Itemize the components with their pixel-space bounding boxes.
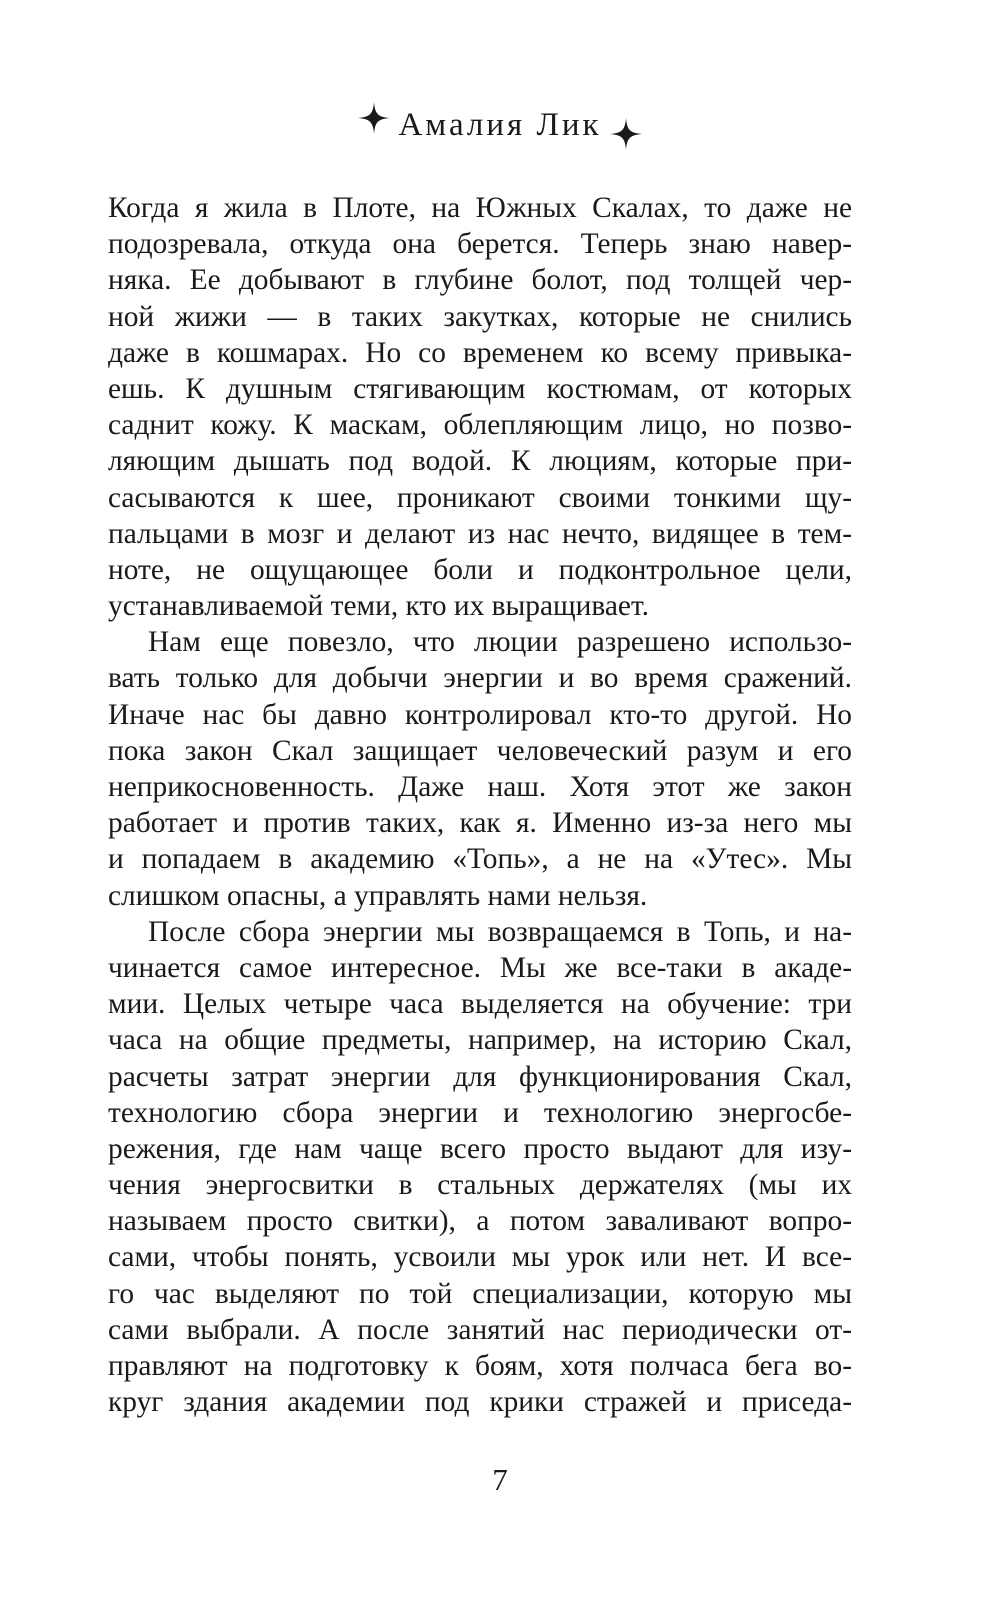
text-line: чинается самое интересное. Мы же все-таки в акаде-	[108, 951, 852, 984]
paragraph	[108, 624, 852, 914]
author-name: Амалия Лик	[398, 106, 602, 143]
text-line: работает и против таких, как я. Именно из-за него мы	[108, 807, 852, 840]
text-line: саднит кожу. К маскам, облепляющим лицо, но позво-	[108, 409, 852, 442]
text-line: круг здания академии под крики стражей и приседа-	[108, 1386, 852, 1419]
sparkle-star-icon	[358, 102, 390, 134]
text-line: го час выделяют по той специализации, которую мы	[108, 1277, 852, 1310]
text-line: сами выбрали. А после занятий нас периодически от-	[108, 1313, 852, 1346]
text-line: ноте, не ощущающее боли и подконтрольное цели,	[108, 553, 852, 586]
text-line: мии. Целых четыре часа выделяется на обучение: три	[108, 988, 852, 1021]
text-line: ляющим дышать под водой. К люциям, которые при-	[108, 445, 852, 478]
page-number: 7	[492, 1462, 508, 1497]
text-line: режения, где нам чаще всего просто выдают для изу-	[108, 1132, 852, 1165]
text-line: сасываются к шее, проникают своими тонкими щу-	[108, 481, 852, 514]
text-line: чения энергосвитки в стальных держателях (мы их	[108, 1169, 852, 1202]
text-line: После сбора энергии мы возвращаемся в Топь, и на-	[148, 915, 852, 948]
text-line: пальцами в мозг и делают из нас нечто, видящее в тем-	[108, 517, 852, 550]
text-line: няка. Ее добывают в глубине болот, под толщей чер-	[108, 264, 852, 297]
text-line: Иначе нас бы давно контролировал кто-то другой. Но	[108, 698, 852, 731]
text-line: правляют на подготовку к боям, хотя полчаса бега во-	[108, 1350, 852, 1382]
body-text	[108, 190, 852, 1420]
text-line: сами, чтобы понять, усвоили мы урок или нет. И все-	[108, 1241, 852, 1274]
text-line: даже в кошмарах. Но со временем ко всему привыка-	[108, 336, 852, 369]
text-line: слишком опасны, а управлять нами нельзя.	[108, 879, 648, 912]
paragraph	[108, 190, 852, 624]
text-line: технологию сбора энергии и технологию энергосбе-	[108, 1096, 852, 1129]
text-line: Нам еще повезло, что люции разрешено использо-	[148, 626, 852, 659]
text-line: неприкосновенность. Даже наш. Хотя этот же закон	[108, 771, 852, 803]
text-line: пока закон Скал защищает человеческий разум и его	[108, 734, 852, 767]
text-line: и попадаем в академию «Топь», а не на «Утес». Мы	[108, 843, 852, 876]
paragraph	[108, 914, 852, 1421]
text-line: ешь. К душным стягивающим костюмам, от которых	[108, 372, 852, 405]
text-line: Когда я жила в Плоте, на Южных Скалах, то даже не	[108, 192, 852, 224]
running-header	[0, 100, 1000, 150]
text-line: расчеты затрат энергии для функционирования Скал,	[108, 1060, 852, 1093]
text-line: вать только для добычи энергии и во время сражений.	[108, 662, 852, 695]
text-line: ной жижи — в таких закутках, которые не снились	[108, 300, 852, 333]
text-line: устанавливаемой теми, кто их выращивает.	[108, 590, 649, 623]
text-line: называем просто свитки), а потом заваливают вопро-	[108, 1205, 852, 1238]
sparkle-star-icon	[610, 118, 642, 150]
text-line: часа на общие предметы, например, на историю Скал,	[108, 1024, 852, 1057]
text-line: подозревала, откуда она берется. Теперь знаю навер-	[108, 228, 852, 261]
